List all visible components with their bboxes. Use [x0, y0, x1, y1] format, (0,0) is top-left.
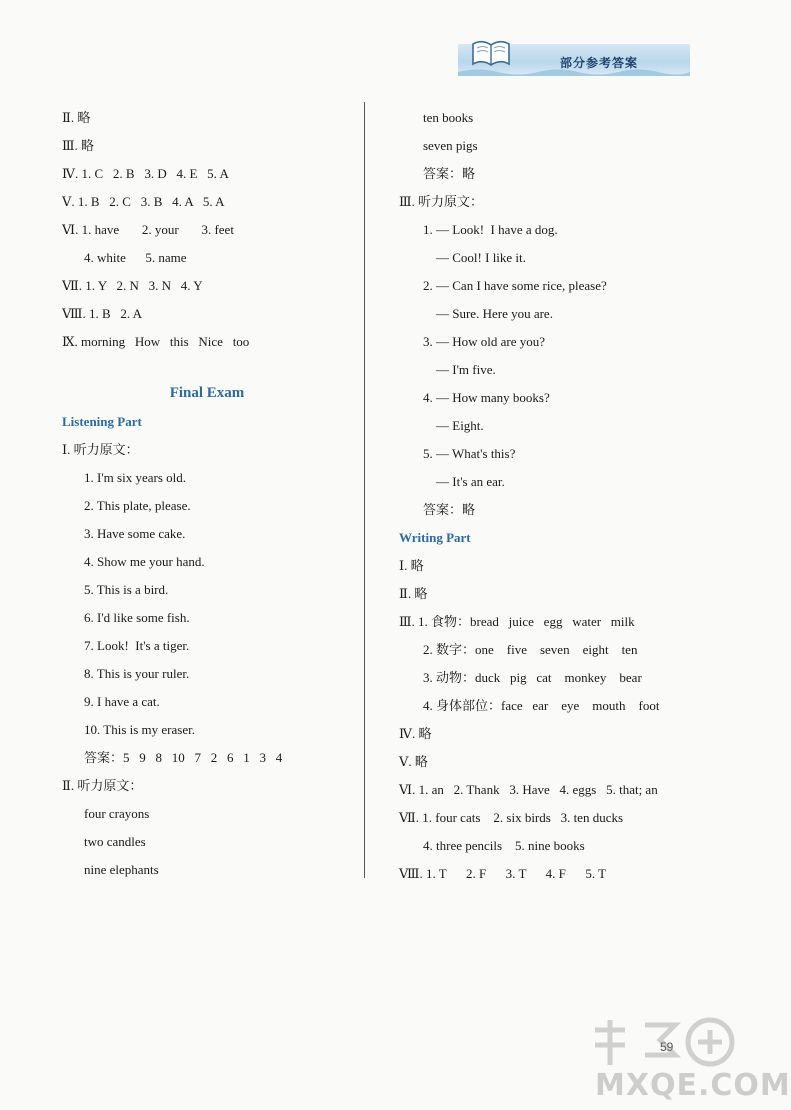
watermark-text: MXQE.COM [595, 1068, 791, 1103]
answer-line: 6. I'd like some fish. [84, 610, 190, 625]
left-answers [62, 104, 352, 356]
open-book-icon [470, 36, 512, 70]
answer-line: seven pigs [423, 138, 478, 153]
answer-line: 8. This is your ruler. [84, 666, 190, 681]
answer-line: 4. — How many books? [423, 390, 550, 405]
answer-line: Ⅸ. morning How this Nice too [62, 334, 250, 349]
answer-line: Ⅳ. 1. C 2. B 3. D 4. E 5. A [62, 166, 229, 181]
answer-line: Ⅷ. 1. T 2. F 3. T 4. F 5. T [399, 866, 607, 881]
answer-line: Ⅲ. 略 [62, 138, 95, 153]
answer-line: 9. I have a cat. [84, 694, 160, 709]
spacer [62, 356, 352, 378]
answer-line: ten books [423, 110, 474, 125]
answer-line: Ⅲ. 听力原文： [399, 194, 484, 209]
listening-continued [399, 104, 699, 524]
answer-line: 3. — How old are you? [423, 334, 546, 349]
answer-line: — Eight. [423, 418, 484, 433]
answer-line: nine elephants [84, 862, 159, 877]
answer-line: Ⅱ. 略 [399, 586, 428, 601]
answer-line: Ⅴ. 1. B 2. C 3. B 4. A 5. A [62, 194, 225, 209]
page-number: 59 [660, 1040, 674, 1054]
column-divider [364, 102, 365, 878]
answer-line: Ⅵ. 1. an 2. Thank 3. Have 4. eggs 5. that; an [399, 782, 658, 797]
answer-line: Ⅵ. 1. have 2. your 3. feet [62, 222, 234, 237]
answer-line: 2. 数字：one five seven eight ten [423, 642, 638, 657]
answer-line: 3. 动物：duck pig cat monkey bear [423, 670, 642, 685]
answer-line: Ⅱ. 听力原文： [62, 778, 143, 793]
answer-line: Ⅲ. 1. 食物：bread juice egg water milk [399, 614, 635, 629]
answer-line: 2. — Can I have some rice, please? [423, 278, 607, 293]
answer-line: 7. Look! It's a tiger. [84, 638, 190, 653]
answer-line: 4. white 5. name [84, 250, 187, 265]
answer-line: Ⅱ. 略 [62, 110, 91, 125]
answer-line: Ⅷ. 1. B 2. A [62, 306, 143, 321]
answer-line: 4. three pencils 5. nine books [423, 838, 585, 853]
final-exam-title: Final Exam [169, 385, 245, 401]
listening-part-heading: Listening Part [62, 414, 142, 429]
writing-part-heading: Writing Part [399, 530, 471, 545]
answer-line: 5. — What's this? [423, 446, 516, 461]
answer-line: — I'm five. [423, 362, 496, 377]
answer-line: — Cool! I like it. [423, 250, 526, 265]
right-column [399, 104, 699, 888]
answer-line: Ⅰ. 略 [399, 558, 424, 573]
answer-line: two candles [84, 834, 146, 849]
answer-line: — It's an ear. [423, 474, 505, 489]
answer-line: Ⅴ. 略 [399, 754, 428, 769]
answer-line: four crayons [84, 806, 150, 821]
answer-line: 1. I'm six years old. [84, 470, 186, 485]
answer-line: — Sure. Here you are. [423, 306, 553, 321]
writing-answers [399, 552, 699, 888]
answer-line: 答案：5 9 8 10 7 2 6 1 3 4 [84, 750, 283, 765]
answer-line: 5. This is a bird. [84, 582, 169, 597]
answer-line: 2. This plate, please. [84, 498, 191, 513]
answer-line: 1. — Look! I have a dog. [423, 222, 558, 237]
left-column [62, 104, 352, 884]
answer-line: Ⅶ. 1. four cats 2. six birds 3. ten ducks [399, 810, 624, 825]
answer-line: Ⅰ. 听力原文： [62, 442, 139, 457]
answer-line: 4. 身体部位：face ear eye mouth foot [423, 698, 660, 713]
answer-line: 答案：略 [423, 166, 476, 181]
answer-line: Ⅶ. 1. Y 2. N 3. N 4. Y [62, 278, 203, 293]
answer-line: 答案：略 [423, 502, 476, 517]
header-title: 部分参考答案 [560, 56, 639, 70]
answer-line: Ⅳ. 略 [399, 726, 432, 741]
answer-line: 3. Have some cake. [84, 526, 186, 541]
answer-line: 4. Show me your hand. [84, 554, 205, 569]
answer-line: 10. This is my eraser. [84, 722, 195, 737]
listening-answers [62, 436, 352, 884]
